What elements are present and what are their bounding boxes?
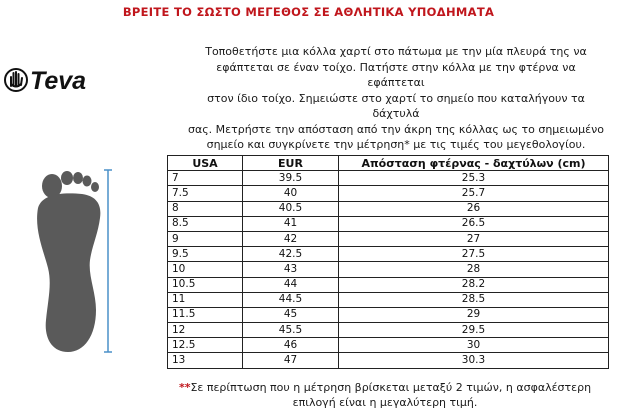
cell-usa: 7 [168,171,243,186]
cell-usa: 10.5 [168,277,243,292]
instruction-line: Τοποθετήστε μια κόλλα χαρτί στο πάτωμα με την μία πλευρά της να [205,45,587,58]
table-row [168,307,609,322]
instruction-line: εφάπτεται σε έναν τοίχο. Πατήστε στην κόλλα με την φτέρνα να εφάπτεται [216,60,576,89]
cell-length: 28.2 [339,277,609,292]
instruction-line: στον ίδιο τοίχο. Σημειώστε στο χαρτί το σημείο που καταλήγουν τα δάχτυλά [207,91,585,120]
footnote-text: Σε περίπτωση που η μέτρηση βρίσκεται μεταξύ 2 τιμών, η ασφαλέστερη [190,381,592,394]
cell-length: 28 [339,262,609,277]
cell-length: 26 [339,201,609,216]
cell-eur: 39.5 [243,171,339,186]
cell-eur: 44 [243,277,339,292]
cell-usa: 8.5 [168,216,243,231]
footprint-icon [37,171,100,352]
cell-length: 27 [339,231,609,246]
cell-length: 25.7 [339,186,609,201]
cell-length: 25.3 [339,171,609,186]
cell-eur: 40 [243,186,339,201]
footnote [160,380,610,410]
cell-eur: 43 [243,262,339,277]
table-row [168,323,609,338]
table-row [168,277,609,292]
table-row [168,186,609,201]
footnote-stars: ** [178,381,191,394]
header-usa: USA [168,156,243,171]
page-title: ΒΡΕΙΤΕ ΤΟ ΣΩΣΤΟ ΜΕΓΕΘΟΣ ΣΕ ΑΘΛΗΤΙΚΑ ΥΠΟΔΗΜΑΤΑ [122,5,495,19]
header-length: Απόσταση φτέρνας - δαχτύλων (cm) [339,156,609,171]
cell-usa: 10 [168,262,243,277]
header-eur: EUR [243,156,339,171]
table-row [168,262,609,277]
table-row [168,231,609,246]
cell-eur: 41 [243,216,339,231]
footnote-line [160,380,610,395]
table-row [168,201,609,216]
table-row [168,292,609,307]
cell-length: 26.5 [339,216,609,231]
table-row [168,216,609,231]
cell-length: 29 [339,307,609,322]
cell-usa: 8 [168,201,243,216]
cell-usa: 9.5 [168,247,243,262]
instructions [186,44,606,153]
table-header-row [168,156,609,171]
footnote-line: επιλογή είναι η μεγαλύτερη τιμή. [292,396,478,409]
cell-length: 29.5 [339,323,609,338]
cell-eur: 45 [243,307,339,322]
cell-eur: 47 [243,353,339,368]
brand-wordmark: Teva [30,67,87,94]
table-row [168,338,609,353]
cell-eur: 44.5 [243,292,339,307]
cell-usa: 11 [168,292,243,307]
cell-length: 30.3 [339,353,609,368]
teva-logo [4,66,124,94]
footprint-illustration [22,160,132,360]
measure-line [104,170,112,352]
instruction-line: σας. Μετρήστε την απόσταση από την άκρη της κόλλας ως το σημειωμένο [187,122,604,136]
cell-usa: 11.5 [168,307,243,322]
cell-usa: 13 [168,353,243,368]
table-row [168,353,609,368]
size-chart-table [167,155,609,369]
table-row [168,171,609,186]
cell-eur: 46 [243,338,339,353]
cell-length: 30 [339,338,609,353]
cell-eur: 42 [243,231,339,246]
instruction-line: σημείο και συγκρίνετε την μέτρηση* με τις τιμές του μεγεθολογίου. [206,138,586,151]
cell-eur: 40.5 [243,201,339,216]
cell-usa: 7.5 [168,186,243,201]
table-row [168,247,609,262]
cell-usa: 12 [168,323,243,338]
cell-eur: 45.5 [243,323,339,338]
cell-length: 27.5 [339,247,609,262]
cell-usa: 12.5 [168,338,243,353]
cell-usa: 9 [168,231,243,246]
cell-eur: 42.5 [243,247,339,262]
hand-icon [5,69,27,91]
cell-length: 28.5 [339,292,609,307]
